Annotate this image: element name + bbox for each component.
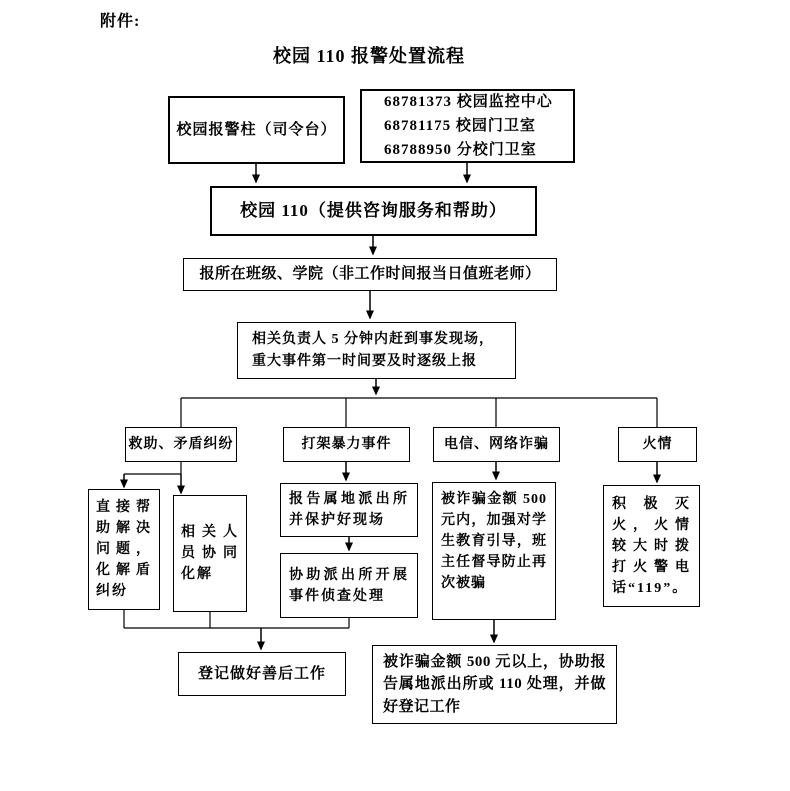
node-fraud-over-500 [372, 645, 617, 724]
phone-line-campus-gate: 68781175 校园门卫室 [384, 118, 536, 134]
node-responsible-5min [237, 322, 516, 379]
node-assist-police-text: 协助派出所开展事件侦查处理 [289, 567, 409, 604]
responsible-line-2: 重大事件第一时间要及时逐级上报 [252, 353, 477, 369]
node-fire-response-text: 积极灭火，火情较大时拨打火警电话“119”。 [612, 496, 691, 596]
node-coordinate-resolve-text: 相关人员协同化解 [181, 525, 239, 582]
node-campus-110 [210, 186, 537, 236]
branch-fire-text: 火情 [642, 437, 673, 452]
node-register-followup-text: 登记做好善后工作 [197, 665, 326, 682]
node-fraud-over-500-text: 被诈骗金额 500 元以上，协助报告属地派出所或 110 处理，并做好登记工作 [383, 653, 606, 715]
responsible-line-1: 相关负责人 5 分钟内赶到事发现场， [252, 331, 494, 347]
node-alarm-post [168, 96, 345, 164]
branch-fraud-text: 电信、网络诈骗 [444, 437, 549, 452]
node-branch-rescue-dispute [125, 427, 237, 462]
node-fraud-under-500 [432, 482, 556, 620]
branch-rescue-text: 救助、矛盾纠纷 [128, 437, 234, 452]
node-report-class [183, 258, 557, 291]
node-phone-list [360, 89, 575, 163]
node-direct-help [88, 489, 160, 610]
node-fire-response [603, 485, 700, 607]
node-report-police-text: 报告属地派出所并保护好现场 [289, 492, 409, 528]
node-campus-110-text: 校园 110（提供咨询服务和帮助） [240, 201, 507, 221]
branch-fight-text: 打架暴力事件 [301, 437, 392, 452]
node-direct-help-text: 直接帮助解决问题，化解盾纠纷 [96, 500, 152, 599]
node-branch-fire [618, 427, 697, 462]
node-assist-police [280, 553, 418, 618]
page-title: 校园 110 报警处置流程 [272, 46, 465, 66]
node-fraud-under-500-text: 被诈骗金额 500 元内，加强对学生教育引导，班主任督导防止再次被骗 [441, 492, 547, 591]
phone-line-branch-gate: 68788950 分校门卫室 [384, 142, 537, 158]
node-branch-telecom-fraud [433, 427, 560, 462]
node-coordinate-resolve [173, 495, 247, 612]
node-branch-fight-violence [283, 427, 410, 462]
attachment-label: 附件: [100, 13, 141, 30]
node-register-followup [178, 652, 346, 696]
node-report-police [280, 483, 418, 537]
phone-line-monitor-center: 68781373 校园监控中心 [384, 94, 553, 110]
node-report-class-text: 报所在班级、学院（非工作时间报当日值班老师） [199, 266, 541, 283]
node-alarm-post-text: 校园报警柱（司令台） [176, 121, 337, 138]
